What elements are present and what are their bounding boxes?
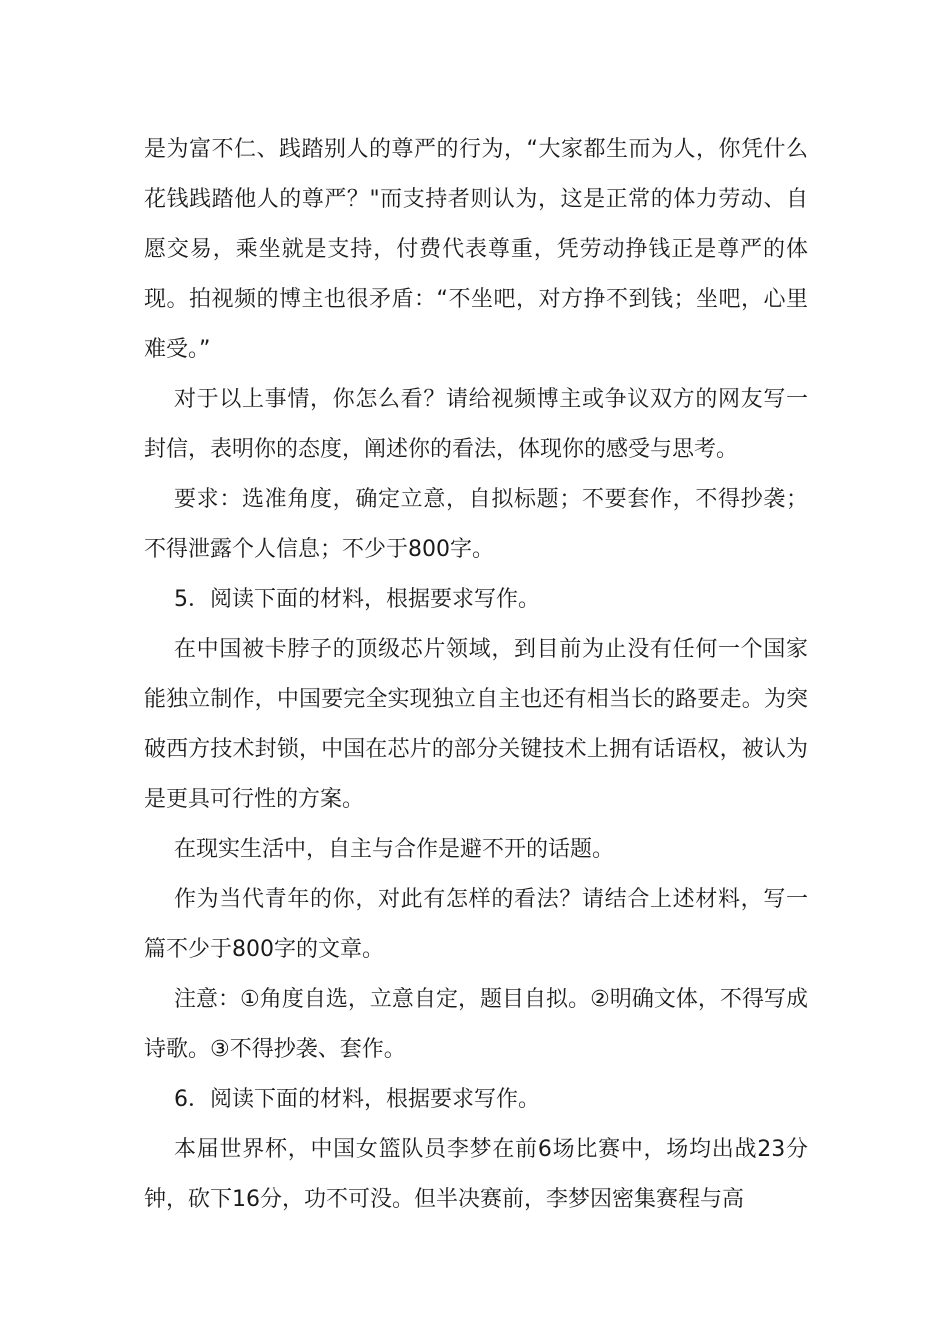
paragraph: 对于以上事情，你怎么看？请给视频博主或争议双方的网友写一封信，表明你的态度，阐述你的看法，体现你的感受与思考。 — [144, 387, 808, 462]
question-heading: 6．阅读下面的材料，根据要求写作。 — [174, 1087, 540, 1112]
paragraph: 本届世界杯，中国女篮队员李梦在前6场比赛中，场均出战23分钟，砍下16分，功不可没。但半决赛前，李梦因密集赛程与高 — [144, 1137, 808, 1212]
paragraph: 在现实生活中，自主与合作是避不开的话题。 — [174, 837, 615, 862]
paragraph: 注意：①角度自选，立意自定，题目自拟。②明确文体，不得写成诗歌。③不得抄袭、套作。 — [144, 987, 808, 1062]
paragraph: 要求：选准角度，确定立意，自拟标题；不要套作，不得抄袭；不得泄露个人信息；不少于800字。 — [144, 487, 808, 562]
question-heading: 5．阅读下面的材料，根据要求写作。 — [174, 587, 540, 612]
paragraph: 是为富不仁、践踏别人的尊严的行为，“大家都生而为人，你凭什么花钱践踏他人的尊严？"而支持者则认为，这是正常的体力劳动、自愿交易，乘坐就是支持，付费代表尊重，凭劳动挣钱正是尊严的体现。拍视频的博主也很矛盾：“不坐吧，对方挣不到钱；坐吧，心里难受。” — [144, 137, 808, 362]
paragraph: 在中国被卡脖子的顶级芯片领域，到目前为止没有任何一个国家能独立制作，中国要完全实现独立自主也还有相当长的路要走。为突破西方技术封锁，中国在芯片的部分关键技术上拥有话语权，被认为是更具可行性的方案。 — [144, 637, 808, 812]
document-body — [144, 125, 808, 1225]
paragraph: 作为当代青年的你，对此有怎样的看法？请结合上述材料，写一篇不少于800字的文章。 — [144, 887, 808, 962]
